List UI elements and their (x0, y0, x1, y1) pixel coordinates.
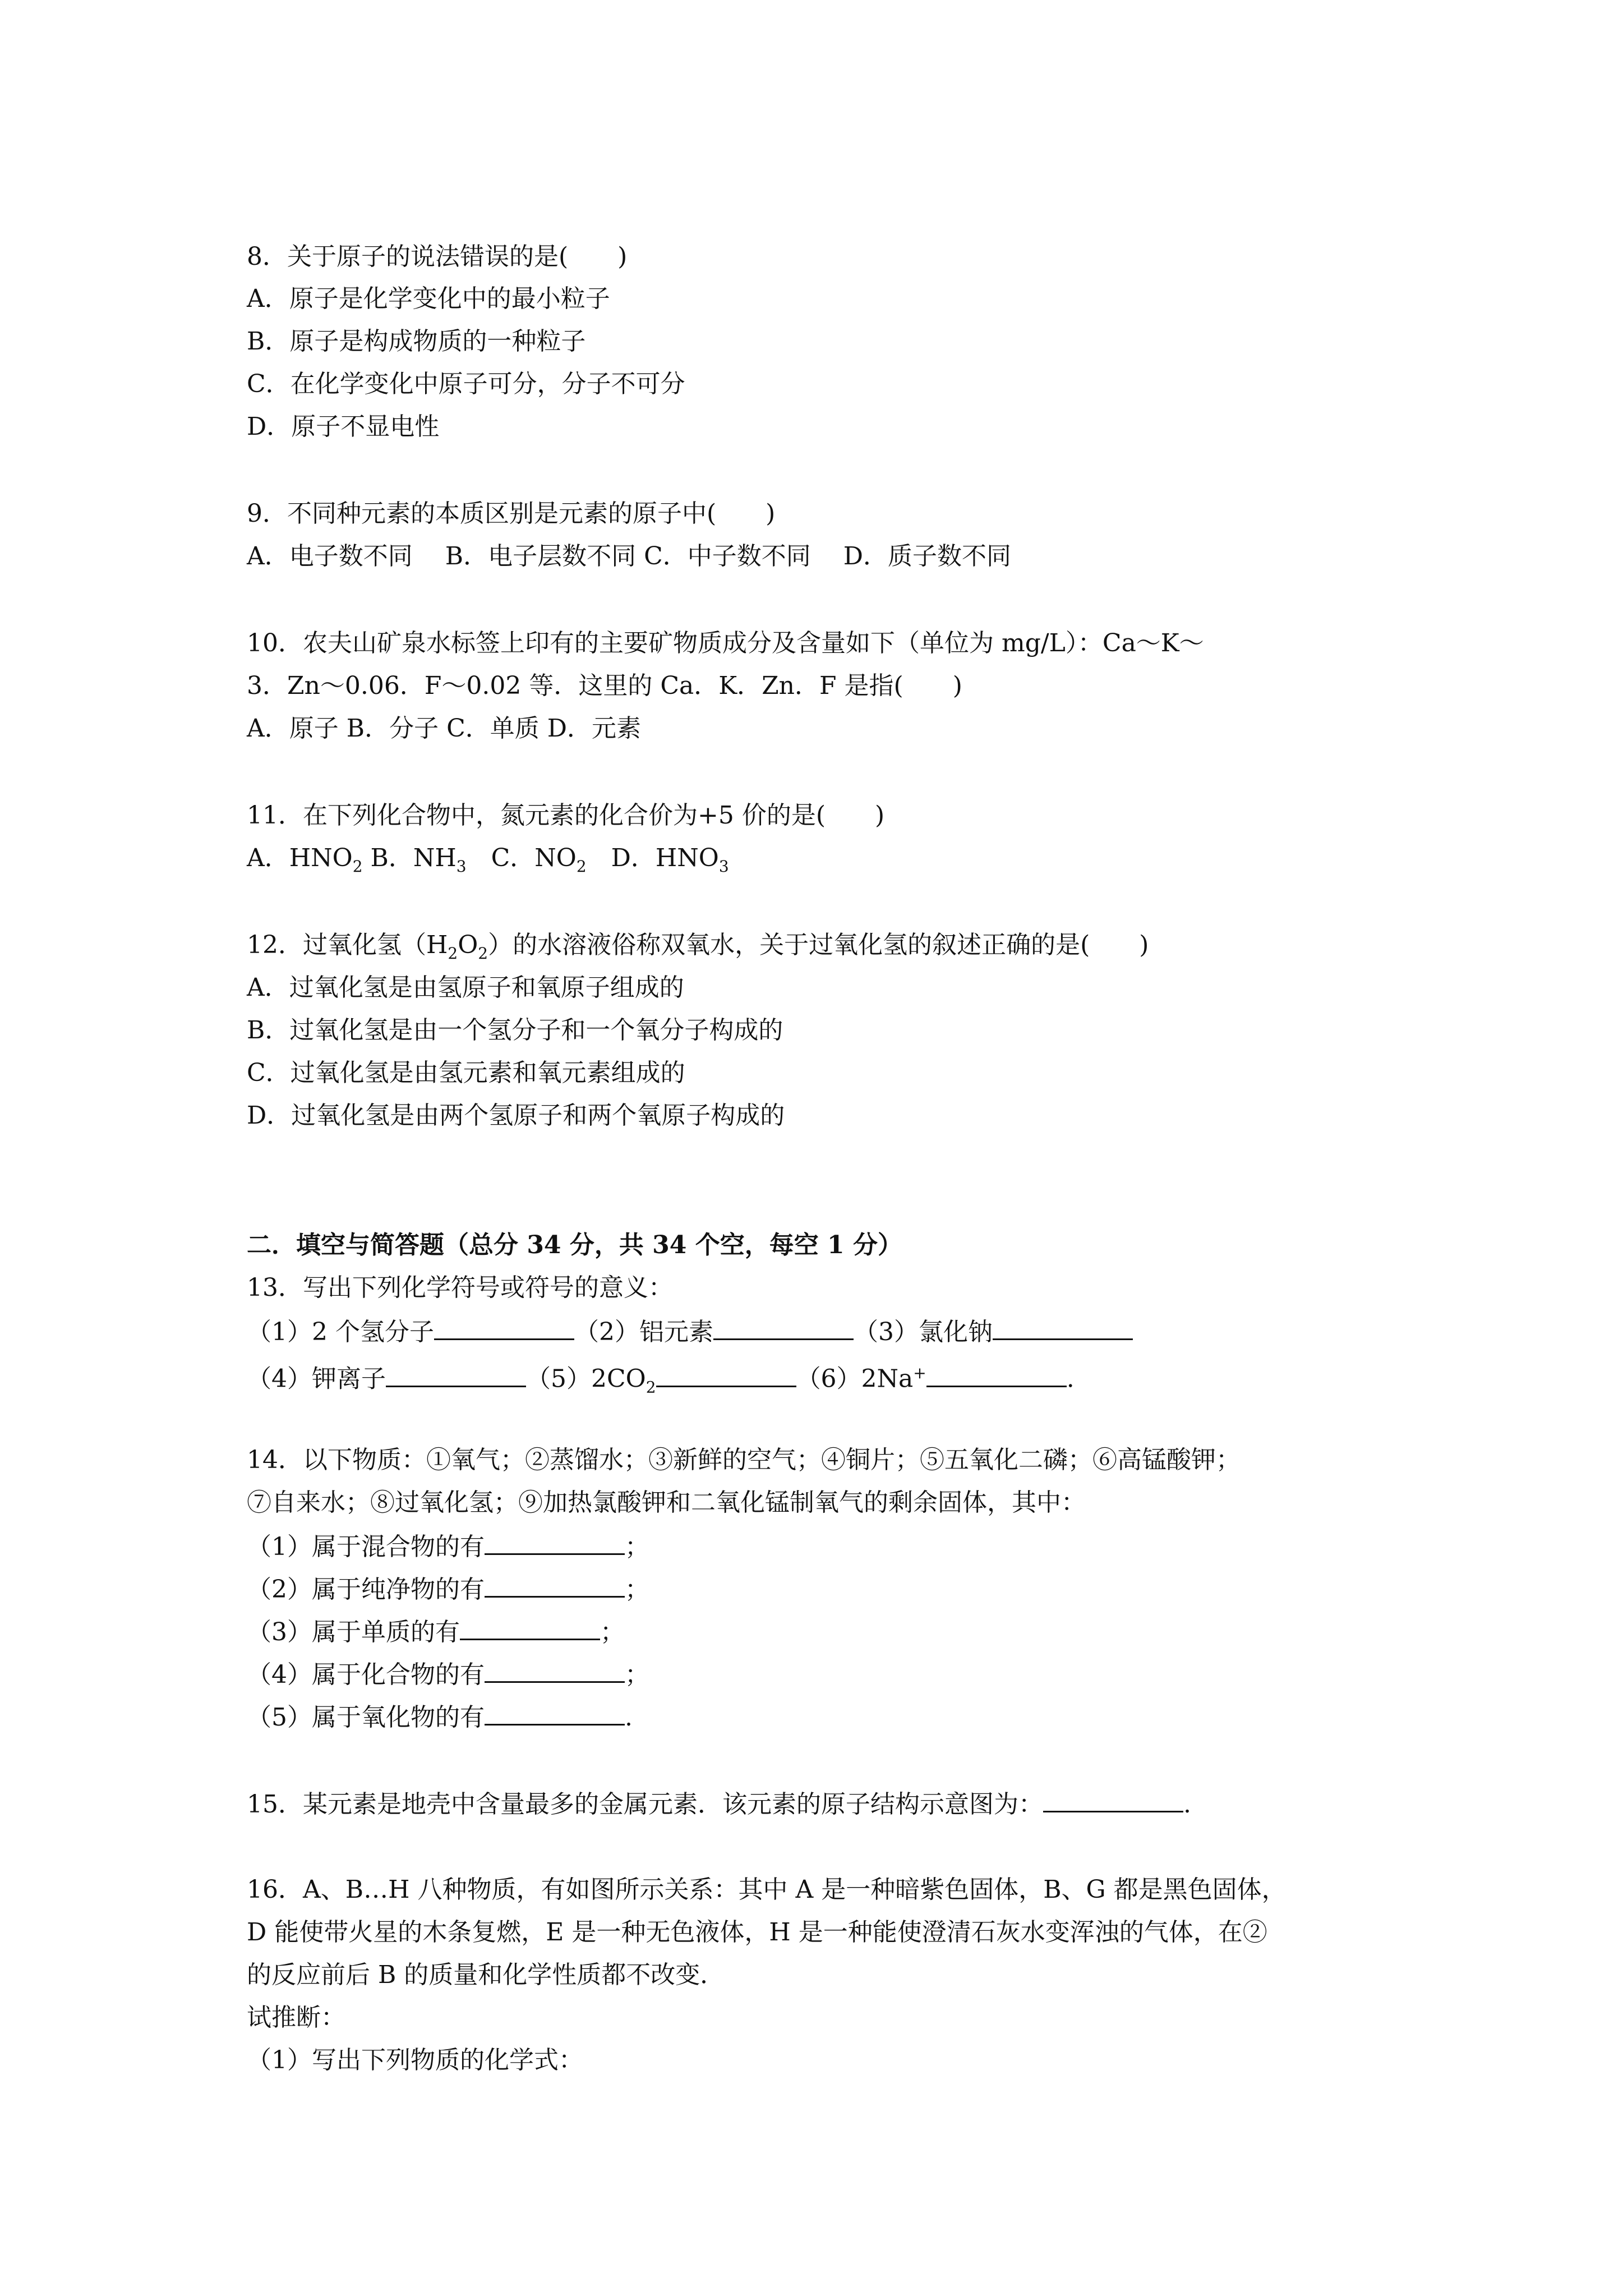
q11-option-d: D．HNO (586, 844, 719, 872)
q13-item2-blank[interactable] (713, 1314, 854, 1340)
q14-item1-end: ； (625, 1533, 649, 1561)
q14-item2-end: ； (625, 1575, 649, 1604)
q11-options (247, 841, 729, 875)
q13-item2-label: （2）铝元素 (574, 1318, 713, 1346)
q14-stem-line1: 14．以下物质：①氧气；②蒸馏水；③新鲜的空气；④铜片；⑤五氧化二磷；⑥高锰酸钾； (247, 1446, 1241, 1474)
q16-line5: （1）写出下列物质的化学式： (247, 2046, 583, 2074)
q13-item4-blank[interactable] (386, 1361, 526, 1387)
q13-item5-label: （5）2CO (526, 1364, 646, 1393)
q12-stem-post: ）的水溶液俗称双氧水，关于过氧化氢的叙述正确的是( ) (488, 931, 1149, 959)
q8-option-b: B．原子是构成物质的一种粒子 (247, 327, 586, 356)
q15 (247, 1786, 1191, 1820)
q14-item3-blank[interactable] (460, 1614, 600, 1640)
q10-stem-line2: 3．Zn～0.06．F～0.02 等．这里的 Ca．K．Zn．F 是指( ) (247, 671, 962, 700)
q13-item3-label: （3）氯化钠 (853, 1318, 993, 1346)
q14-item4-end: ； (625, 1660, 649, 1689)
q13-item5-blank[interactable] (656, 1361, 796, 1387)
q14-item1-blank[interactable] (485, 1529, 625, 1555)
q14-item2 (247, 1571, 649, 1605)
q14-item3-label: （3）属于单质的有 (247, 1618, 460, 1646)
q11-stem: 11．在下列化合物中，氮元素的化合价为+5 价的是( ) (247, 801, 885, 830)
q12-stem-sub1: 2 (448, 944, 458, 963)
q10-options: A．原子 B．分子 C．单质 D．元素 (247, 714, 642, 743)
q13-item5-sub: 2 (645, 1378, 656, 1397)
q11-option-c: C．NO (466, 844, 577, 872)
q15-blank[interactable] (1043, 1786, 1183, 1812)
q13-row1 (247, 1314, 1133, 1347)
q14-item2-blank[interactable] (485, 1571, 625, 1598)
q16-line3: 的反应前后 B 的质量和化学性质都不改变． (247, 1961, 725, 1989)
q11-option-b-sub: 3 (456, 857, 467, 876)
q11-option-d-sub: 3 (718, 857, 729, 876)
q8-option-a: A．原子是化学变化中的最小粒子 (247, 284, 610, 313)
q13-row2 (247, 1356, 1075, 1397)
q14-item5-label: （5）属于氧化物的有 (247, 1703, 485, 1732)
q13-row2-end: . (1066, 1364, 1075, 1393)
q9-stem: 9．不同种元素的本质区别是元素的原子中( ) (247, 499, 776, 528)
q14-item4-blank[interactable] (485, 1657, 625, 1683)
q14-item3 (247, 1614, 625, 1648)
q14-item5-blank[interactable] (485, 1699, 625, 1726)
q11-option-b: B．NH (362, 844, 457, 872)
q12-stem-sub2: 2 (478, 944, 488, 963)
q13-item1-label: （1）2 个氢分子 (247, 1318, 434, 1346)
q13-item4-label: （4）钾离子 (247, 1364, 386, 1393)
q14-item1-label: （1）属于混合物的有 (247, 1533, 485, 1561)
q14-item5 (247, 1699, 633, 1733)
q12-stem (247, 928, 1149, 962)
q8-option-d: D．原子不显电性 (247, 412, 440, 441)
q12-option-a: A．过氧化氢是由氢原子和氧原子组成的 (247, 973, 684, 1002)
q13-stem: 13．写出下列化学符号或符号的意义： (247, 1273, 673, 1302)
q13-item3-blank[interactable] (993, 1314, 1133, 1340)
q11-option-a-sub: 2 (352, 857, 363, 876)
q16-line2: D 能使带火星的木条复燃，E 是一种无色液体，H 是一种能使澄清石灰水变浑浊的气体，在② (247, 1918, 1267, 1947)
q16-line4: 试推断： (247, 2003, 345, 2032)
q13-item6-sup: + (913, 1364, 926, 1382)
q14-stem-line2: ⑦自来水；⑧过氧化氢；⑨加热氯酸钾和二氧化锰制氧气的剩余固体，其中： (247, 1488, 1086, 1517)
q12-option-b: B．过氧化氢是由一个氢分子和一个氧分子构成的 (247, 1016, 783, 1045)
q14-item3-end: ； (600, 1618, 625, 1646)
q8-stem: 8．关于原子的说法错误的是( ) (247, 242, 628, 271)
q11-option-c-sub: 2 (576, 857, 587, 876)
q14-item5-end: . (625, 1703, 633, 1732)
q13-item1-blank[interactable] (434, 1314, 574, 1340)
q14-item2-label: （2）属于纯净物的有 (247, 1575, 485, 1604)
q15-stem: 15．某元素是地壳中含量最多的金属元素．该元素的原子结构示意图为： (247, 1790, 1043, 1819)
q13-item6-label: （6）2Na (796, 1364, 914, 1393)
q16-line1: 16．A、B…H 八种物质，有如图所示关系：其中 A 是一种暗紫色固体，B、G 都是黑色固体， (247, 1875, 1287, 1904)
q14-item4 (247, 1657, 649, 1690)
q14-item4-label: （4）属于化合物的有 (247, 1660, 485, 1689)
q9-options: A．电子数不同 B．电子层数不同 C．中子数不同 D．质子数不同 (247, 542, 1012, 570)
section2-title: 二．填空与简答题（总分 34 分，共 34 个空，每空 1 分） (247, 1231, 902, 1259)
q13-item6-blank[interactable] (926, 1361, 1067, 1387)
q12-stem-mid: O (458, 931, 478, 959)
q12-stem-pre: 12．过氧化氢（H (247, 931, 448, 959)
q15-end: . (1183, 1790, 1191, 1819)
q14-item1 (247, 1529, 649, 1562)
q11-option-a: A．HNO (247, 844, 353, 872)
q12-option-d: D．过氧化氢是由两个氢原子和两个氧原子构成的 (247, 1101, 785, 1130)
q12-option-c: C．过氧化氢是由氢元素和氧元素组成的 (247, 1059, 685, 1087)
q10-stem-line1: 10．农夫山矿泉水标签上印有的主要矿物质成分及含量如下（单位为 mg/L）：Ca～K～ (247, 629, 1204, 657)
q8-option-c: C．在化学变化中原子可分，分子不可分 (247, 370, 685, 398)
